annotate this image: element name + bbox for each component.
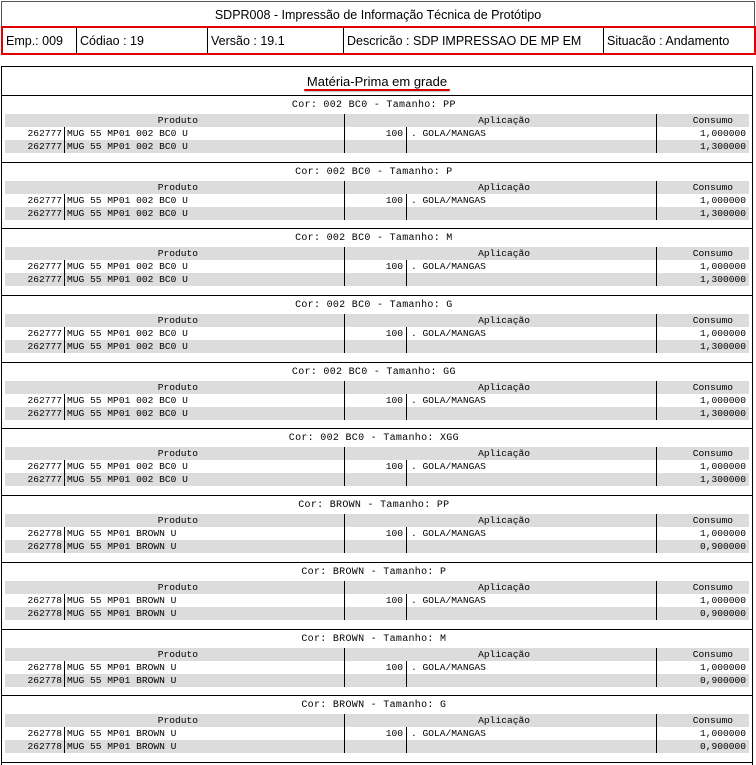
- section-title-text: Cor: 002 BC0 - Tamanho: P: [295, 166, 453, 178]
- consumo: 1,000000: [656, 727, 751, 740]
- consumo: 1,300000: [656, 407, 751, 420]
- product-code: 262778: [27, 528, 62, 540]
- product-code: 262778: [27, 728, 62, 740]
- product-name: MUG 55 MP01 002 BC0 U: [64, 207, 344, 220]
- grade-section: [2, 429, 752, 496]
- section-title: [292, 100, 462, 112]
- table-row: [5, 260, 749, 273]
- section-title: [298, 500, 456, 512]
- aplicacao: . GOLA/MANGAS: [406, 327, 656, 340]
- header-produto: Produto: [157, 448, 198, 460]
- situacao-field: Situacão : Andamento: [607, 34, 730, 48]
- product-code: 262777: [27, 274, 62, 286]
- section-title-text: Cor: 002 BC0 - Tamanho: XGG: [288, 433, 459, 445]
- header-produto: Produto: [157, 715, 198, 727]
- product-code: 262777: [27, 207, 62, 219]
- aplicacao: . GOLA/MANGAS: [406, 260, 656, 273]
- table-row: [5, 527, 749, 540]
- header-aplicacao: Aplicação: [344, 314, 656, 327]
- quantity: [344, 473, 406, 486]
- consumo: 1,300000: [656, 473, 751, 486]
- product-code: 262777: [27, 128, 62, 139]
- aplicacao: [406, 473, 656, 486]
- header-produto: Produto: [157, 315, 198, 327]
- aplicacao: [406, 140, 656, 153]
- quantity: [344, 674, 406, 687]
- product-name: MUG 55 MP01 BROWN U: [64, 594, 344, 607]
- table-row: [5, 727, 749, 740]
- product-code: 262777: [27, 341, 62, 353]
- materials-table: [5, 247, 749, 286]
- product-code: 262777: [27, 261, 62, 273]
- section-title-text: Cor: BROWN - Tamanho: PP: [298, 500, 450, 512]
- table-header-row: [5, 648, 749, 661]
- materials-table: [5, 447, 749, 486]
- product-code: 262777: [27, 141, 62, 152]
- section-title-text: Cor: BROWN - Tamanho: G: [301, 700, 447, 712]
- product-code: 262778: [27, 594, 62, 606]
- table-row: [5, 273, 749, 286]
- consumo: 1,000000: [656, 460, 751, 473]
- aplicacao: [406, 273, 656, 286]
- product-name: MUG 55 MP01 BROWN U: [64, 540, 344, 553]
- product-name: MUG 55 MP01 BROWN U: [64, 661, 344, 674]
- section-title-text: Cor: 002 BC0 - Tamanho: GG: [291, 366, 456, 378]
- table-header-row: [5, 714, 749, 727]
- aplicacao: [406, 674, 656, 687]
- table-header-row: [5, 514, 749, 527]
- section-title: [301, 567, 452, 579]
- grade-section: [2, 696, 752, 763]
- table-row: [5, 460, 749, 473]
- materia-prima-header: [2, 67, 752, 96]
- product-code: 262777: [27, 407, 62, 419]
- product-name: MUG 55 MP01 002 BC0 U: [64, 340, 344, 353]
- aplicacao: [406, 207, 656, 220]
- grade-section: [2, 296, 752, 363]
- heading-underline: [304, 89, 450, 91]
- header-consumo: Consumo: [656, 381, 751, 394]
- aplicacao: [406, 740, 656, 753]
- product-code: 262777: [27, 394, 62, 406]
- grade-section: [2, 496, 752, 563]
- grade-section: [2, 363, 752, 430]
- product-code: 262778: [27, 661, 62, 673]
- table-header-row: [5, 314, 749, 327]
- header-aplicacao: Aplicação: [344, 247, 656, 260]
- product-code: 262777: [27, 194, 62, 206]
- aplicacao: [406, 340, 656, 353]
- quantity: [344, 740, 406, 753]
- table-header-row: [5, 114, 749, 127]
- quantity: 100: [344, 327, 406, 340]
- aplicacao: [406, 407, 656, 420]
- product-name: MUG 55 MP01 002 BC0 U: [64, 273, 344, 286]
- consumo: 1,000000: [656, 327, 751, 340]
- table-row: [5, 407, 749, 420]
- header-produto: Produto: [157, 648, 198, 660]
- header-consumo: Consumo: [656, 514, 751, 527]
- product-code: 262777: [27, 461, 62, 473]
- aplicacao: . GOLA/MANGAS: [406, 127, 656, 140]
- quantity: 100: [344, 661, 406, 674]
- header-produto: Produto: [157, 115, 198, 126]
- grade-section: [2, 163, 752, 230]
- aplicacao: . GOLA/MANGAS: [406, 194, 656, 207]
- report-title: SDPR008 - Impressão de Informação Técnica de Protótipo: [1, 1, 755, 26]
- descricao-field: Descricão : SDP IMPRESSAO DE MP EM: [344, 28, 604, 53]
- product-name: MUG 55 MP01 BROWN U: [64, 607, 344, 620]
- table-row: [5, 594, 749, 607]
- section-title: [301, 700, 452, 712]
- consumo: 0,900000: [656, 607, 751, 620]
- quantity: 100: [344, 194, 406, 207]
- product-name: MUG 55 MP01 002 BC0 U: [64, 140, 344, 153]
- section-title: [295, 300, 459, 312]
- quantity: 100: [344, 460, 406, 473]
- table-row: [5, 540, 749, 553]
- header-consumo: Consumo: [656, 114, 751, 127]
- materials-table: [5, 114, 749, 153]
- consumo: 0,900000: [656, 674, 751, 687]
- consumo: 1,000000: [656, 127, 751, 140]
- table-row: [5, 473, 749, 486]
- grade-section: [2, 630, 752, 697]
- header-produto: Produto: [157, 248, 198, 260]
- quantity: 100: [344, 127, 406, 140]
- aplicacao: [406, 607, 656, 620]
- quantity: [344, 273, 406, 286]
- table-row: [5, 327, 749, 340]
- quantity: 100: [344, 260, 406, 273]
- header-aplicacao: Aplicação: [344, 114, 656, 127]
- materials-table: [5, 381, 749, 420]
- product-code: 262777: [27, 328, 62, 340]
- section-title: [292, 367, 462, 379]
- header-aplicacao: Aplicação: [344, 714, 656, 727]
- header-aplicacao: Aplicação: [344, 648, 656, 661]
- aplicacao: . GOLA/MANGAS: [406, 661, 656, 674]
- materials-table: [5, 714, 749, 753]
- table-header-row: [5, 581, 749, 594]
- aplicacao: . GOLA/MANGAS: [406, 527, 656, 540]
- header-produto: Produto: [157, 181, 198, 193]
- section-title-text: Cor: BROWN - Tamanho: M: [301, 633, 447, 645]
- header-consumo: Consumo: [656, 648, 751, 661]
- quantity: [344, 140, 406, 153]
- table-row: [5, 127, 749, 140]
- codigo-field: Códiao : 19: [77, 28, 208, 53]
- aplicacao: [406, 540, 656, 553]
- consumo: 1,000000: [656, 260, 751, 273]
- product-name: MUG 55 MP01 BROWN U: [64, 740, 344, 753]
- quantity: 100: [344, 527, 406, 540]
- quantity: [344, 207, 406, 220]
- materials-table: [5, 314, 749, 353]
- consumo: 1,300000: [656, 340, 751, 353]
- header-consumo: Consumo: [656, 714, 751, 727]
- product-name: MUG 55 MP01 002 BC0 U: [64, 473, 344, 486]
- header-produto: Produto: [157, 581, 198, 593]
- quantity: [344, 340, 406, 353]
- materials-table: [5, 581, 749, 620]
- table-row: [5, 394, 749, 407]
- consumo: 1,000000: [656, 594, 751, 607]
- table-header-row: [5, 181, 749, 194]
- product-name: MUG 55 MP01 002 BC0 U: [64, 327, 344, 340]
- header-aplicacao: Aplicação: [344, 514, 656, 527]
- product-name: MUG 55 MP01 002 BC0 U: [64, 460, 344, 473]
- consumo: 1,300000: [656, 140, 751, 153]
- emp-field: Emp.: 009: [3, 28, 77, 53]
- table-header-row: [5, 381, 749, 394]
- section-title: [289, 433, 465, 445]
- section-title-text: Cor: 002 BC0 - Tamanho: G: [295, 300, 453, 312]
- quantity: [344, 607, 406, 620]
- header-aplicacao: Aplicação: [344, 381, 656, 394]
- section-title: [295, 233, 459, 245]
- header-produto: Produto: [157, 515, 198, 527]
- product-code: 262777: [27, 474, 62, 486]
- table-row: [5, 607, 749, 620]
- grade-section: [2, 96, 752, 163]
- versao-field: Versão : 19.1: [208, 28, 344, 53]
- consumo: 0,900000: [656, 740, 751, 753]
- table-row: [5, 140, 749, 153]
- product-code: 262778: [27, 741, 62, 753]
- section-title: [295, 167, 459, 179]
- quantity: 100: [344, 727, 406, 740]
- table-row: [5, 194, 749, 207]
- consumo: 1,300000: [656, 207, 751, 220]
- materials-table: [5, 514, 749, 553]
- groups-list: [2, 96, 752, 763]
- consumo: 1,000000: [656, 394, 751, 407]
- materials-table: [5, 648, 749, 687]
- product-name: MUG 55 MP01 BROWN U: [64, 674, 344, 687]
- table-row: [5, 340, 749, 353]
- materials-table: [5, 181, 749, 220]
- consumo: 1,000000: [656, 194, 751, 207]
- quantity: [344, 540, 406, 553]
- product-name: MUG 55 MP01 002 BC0 U: [64, 394, 344, 407]
- product-name: MUG 55 MP01 002 BC0 U: [64, 194, 344, 207]
- header-produto: Produto: [157, 381, 198, 393]
- section-heading-text: Matéria-Prima em grade: [306, 74, 448, 89]
- product-name: MUG 55 MP01 BROWN U: [64, 527, 344, 540]
- header-consumo: Consumo: [656, 314, 751, 327]
- grade-section: [2, 229, 752, 296]
- product-name: MUG 55 MP01 BROWN U: [64, 727, 344, 740]
- aplicacao: . GOLA/MANGAS: [406, 460, 656, 473]
- header-aplicacao: Aplicação: [344, 181, 656, 194]
- header-aplicacao: Aplicação: [344, 581, 656, 594]
- aplicacao: . GOLA/MANGAS: [406, 594, 656, 607]
- header-aplicacao: Aplicação: [344, 447, 656, 460]
- table-row: [5, 674, 749, 687]
- product-code: 262778: [27, 541, 62, 553]
- aplicacao: . GOLA/MANGAS: [406, 394, 656, 407]
- table-header-row: [5, 247, 749, 260]
- info-row: [1, 26, 756, 55]
- consumo: 1,300000: [656, 273, 751, 286]
- table-row: [5, 661, 749, 674]
- header-consumo: Consumo: [656, 447, 751, 460]
- product-name: MUG 55 MP01 002 BC0 U: [64, 407, 344, 420]
- header-consumo: Consumo: [656, 181, 751, 194]
- section-title-text: Cor: 002 BC0 - Tamanho: M: [295, 233, 453, 245]
- product-name: MUG 55 MP01 002 BC0 U: [64, 127, 344, 140]
- table-row: [5, 740, 749, 753]
- header-consumo: Consumo: [656, 581, 751, 594]
- section-heading: [307, 68, 447, 96]
- product-code: 262778: [27, 607, 62, 619]
- table-row: [5, 207, 749, 220]
- consumo: 1,000000: [656, 527, 751, 540]
- quantity: 100: [344, 594, 406, 607]
- consumo: 1,000000: [656, 661, 751, 674]
- section-title-text: Cor: BROWN - Tamanho: P: [301, 566, 447, 578]
- section-title: [301, 634, 452, 646]
- table-header-row: [5, 447, 749, 460]
- quantity: [344, 407, 406, 420]
- product-name: MUG 55 MP01 002 BC0 U: [64, 260, 344, 273]
- section-title-text: Cor: 002 BC0 - Tamanho: PP: [291, 100, 456, 111]
- product-code: 262778: [27, 674, 62, 686]
- header-consumo: Consumo: [656, 247, 751, 260]
- grade-section: [2, 563, 752, 630]
- quantity: 100: [344, 394, 406, 407]
- materia-prima-panel: [1, 66, 753, 765]
- aplicacao: . GOLA/MANGAS: [406, 727, 656, 740]
- consumo: 0,900000: [656, 540, 751, 553]
